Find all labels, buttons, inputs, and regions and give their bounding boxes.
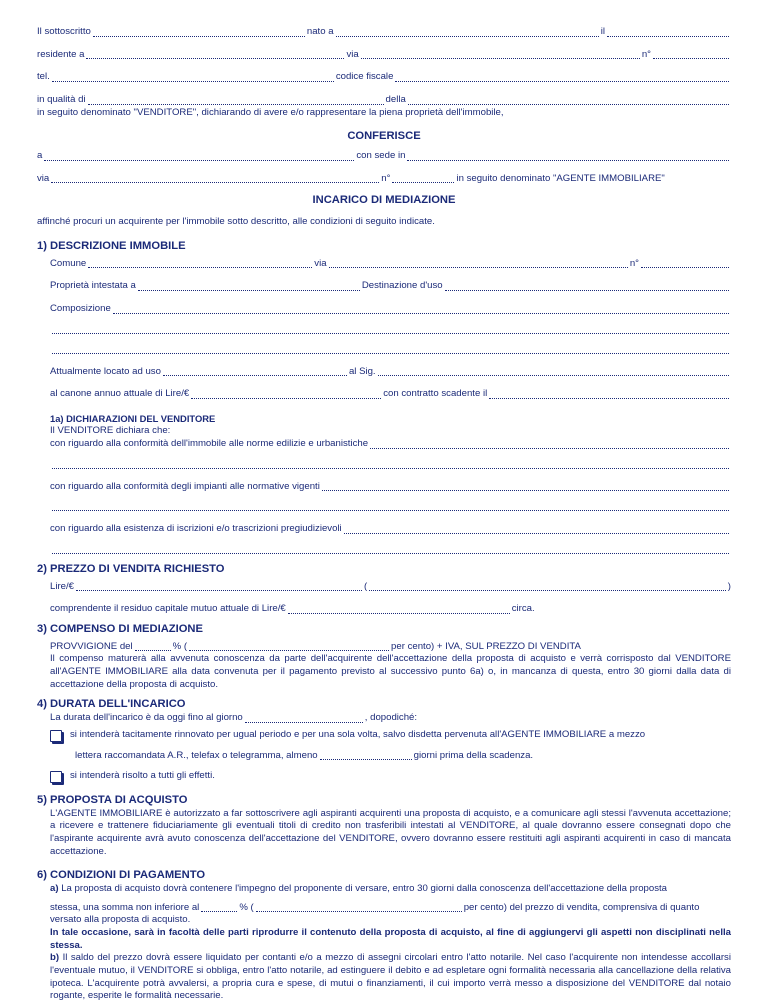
- field-agenzia[interactable]: [44, 153, 354, 161]
- row-composizione-2: [50, 326, 731, 336]
- row-locato: [50, 366, 731, 379]
- text-venditore: in seguito denominato "VENDITORE", dichiarando di avere e/o rappresentare la piena proprietà dell'immobile,: [37, 106, 504, 118]
- field-composizione-3[interactable]: [52, 346, 729, 354]
- row-mutuo: [50, 603, 731, 616]
- checkbox-rinnovo[interactable]: [50, 730, 62, 742]
- label-provvigione: PROVVIGIONE del: [50, 640, 133, 652]
- field-della[interactable]: [408, 97, 729, 105]
- field-durata[interactable]: [245, 715, 363, 723]
- label-comune: Comune: [50, 257, 87, 269]
- label-con-sede-in: con sede in: [356, 150, 406, 162]
- text-pagamento-b: [50, 952, 731, 1003]
- field-comune[interactable]: [88, 260, 312, 268]
- label-a-point: a): [50, 883, 59, 894]
- label-somma-pct-close: per cento) del prezzo di vendita, comprensiva di quanto: [463, 901, 700, 913]
- text-pagamento-a: [50, 883, 731, 896]
- field-canone[interactable]: [191, 391, 381, 399]
- label-al-sig: al Sig.: [348, 365, 376, 377]
- label-destinazione: Destinazione d'uso: [361, 280, 443, 292]
- heading-prezzo: 2) PREZZO DI VENDITA RICHIESTO: [37, 562, 225, 575]
- label-lire: Lire/€: [50, 580, 74, 592]
- field-contratto[interactable]: [489, 391, 729, 399]
- label-pct-close: per cento) + IVA, SUL PREZZO DI VENDITA: [391, 640, 581, 652]
- row-qualita: [37, 94, 731, 107]
- row-conf-edilizie-2: [50, 461, 731, 471]
- label-nato-a: nato a: [306, 26, 334, 37]
- row-iscrizioni: [50, 523, 731, 536]
- row-composizione: [50, 303, 731, 316]
- label-numero: n°: [641, 48, 651, 60]
- label-iscrizioni: con riguardo alla esistenza di iscrizioni e/o trascrizioni pregiudizievoli: [50, 523, 342, 535]
- field-data-nascita[interactable]: [607, 29, 729, 37]
- label-b-point: b): [50, 952, 60, 964]
- label-della: della: [385, 93, 406, 105]
- text-incarico-intro: affinché procuri un acquirente per l'immobile sotto descritto, alle condizioni di seguito indicate.: [37, 216, 435, 228]
- field-sede[interactable]: [407, 153, 729, 161]
- row-residente: [37, 49, 731, 62]
- label-a: a: [37, 150, 43, 162]
- field-conf-edilizie[interactable]: [370, 441, 729, 449]
- label-risolto: si intenderà risolto a tutti gli effetti.: [70, 770, 215, 782]
- checkbox-risolto[interactable]: [50, 771, 62, 783]
- field-sottoscritto[interactable]: [93, 29, 305, 37]
- field-codice-fiscale[interactable]: [395, 74, 729, 82]
- row-canone: [50, 388, 731, 401]
- field-tel[interactable]: [52, 74, 334, 82]
- label-sottoscritto: Il sottoscritto: [37, 26, 91, 37]
- label-canone: al canone annuo attuale di Lire/€: [50, 388, 190, 400]
- text-b: Il saldo del prezzo dovrà essere liquidato per contanti e/o a mezzo di assegni circolari entro l'atto notarile. Nel caso l'acquirente non intendesse accollarsi l'eventuale mutuo, il VENDITORE si obbliga, entro l'atto notarile, ad estinguere il debito e ad espletare ogni formalità necessaria alla cancellazione della relativa ipoteca. L'acquirente potrà avvalersi, a propria cura e spese, di mutui o finanziamenti, il cui importo verrà messo a disposizione del VENDITORE dal notaio rogante, esperite le formalità necessarie.: [50, 952, 731, 1002]
- text-proposta: L'AGENTE IMMOBILIARE è autorizzato a far sottoscrivere agli aspiranti acquirenti una proposta di acquisto, e a comunicare agli stessi l'avvenuta accettazione; a ricevere e trattenere fiduciariamente gli eventuali titoli di credito non trasferibili intestati al VENDITORE, al quale dovranno essere consegnati dopo che l'aspirante acquirente avrà avuto conoscenza dell'accettazione del VENDITORE, ovvero dovranno essere restituiti agli aspiranti acquirenti in caso di mancata accettazione.: [50, 807, 731, 857]
- field-provvigione-lettere[interactable]: [189, 643, 389, 651]
- field-immobile-via[interactable]: [329, 260, 628, 268]
- label-conf-edilizie: con riguardo alla conformità dell'immobile alle norme edilizie e urbanistiche: [50, 437, 369, 449]
- row-comune: [50, 258, 731, 271]
- row-tel: [37, 71, 731, 84]
- heading-descrizione-immobile: 1) DESCRIZIONE IMMOBILE: [37, 239, 186, 252]
- heading-durata: 4) DURATA DELL'INCARICO: [37, 698, 186, 711]
- field-composizione-2[interactable]: [52, 326, 729, 334]
- field-agenzia-numero[interactable]: [392, 175, 454, 183]
- row-iscrizioni-2: [50, 546, 731, 556]
- label-conf-impianti: con riguardo alla conformità degli impianti alle normative vigenti: [50, 480, 320, 492]
- text-versato: versato alla proposta di acquisto.: [50, 914, 191, 926]
- row-composizione-3: [50, 346, 731, 356]
- label-via: via: [346, 48, 359, 60]
- field-residente-a[interactable]: [86, 51, 344, 59]
- field-iscrizioni[interactable]: [344, 526, 729, 534]
- label-codice-fiscale: codice fiscale: [335, 71, 394, 83]
- label-proprieta: Proprietà intestata a: [50, 280, 136, 292]
- label-circa: circa.: [511, 603, 535, 615]
- field-al-sig[interactable]: [378, 368, 729, 376]
- field-numero[interactable]: [653, 51, 729, 59]
- field-nato-a[interactable]: [336, 29, 599, 37]
- field-destinazione[interactable]: [445, 283, 729, 291]
- paren-close: ): [727, 580, 731, 592]
- text-a: La proposta di acquisto dovrà contenere l'impegno del proponente di versare, entro 30 giorni dalla conoscenza dell'accettazione della proposta: [58, 883, 667, 894]
- row-agenzia: [37, 150, 731, 163]
- field-proprieta[interactable]: [138, 283, 360, 291]
- row-somma: [50, 902, 731, 915]
- field-iscrizioni-2[interactable]: [52, 546, 729, 554]
- row-conf-edilizie: [50, 438, 731, 451]
- label-in-qualita-di: in qualità di: [37, 93, 86, 105]
- row-durata: [50, 712, 731, 725]
- field-mutuo[interactable]: [288, 606, 510, 614]
- row-provvigione: [50, 641, 731, 654]
- field-giorni[interactable]: [320, 752, 412, 760]
- label-immobile-numero: n°: [629, 257, 639, 269]
- heading-compenso: 3) COMPENSO DI MEDIAZIONE: [37, 623, 203, 635]
- label-somma-pct-open: % (: [239, 901, 254, 913]
- field-immobile-numero[interactable]: [641, 260, 729, 268]
- field-provvigione-pct[interactable]: [135, 643, 171, 651]
- label-il: il: [600, 26, 605, 37]
- label-tel: tel.: [37, 71, 50, 83]
- field-conf-edilizie-2[interactable]: [52, 461, 729, 469]
- label-durata: La durata dell'incarico è da oggi fino al giorno: [50, 712, 243, 724]
- field-agenzia-via[interactable]: [51, 175, 379, 183]
- heading-proposta: 5) PROPOSTA DI ACQUISTO: [37, 793, 188, 806]
- row-agenzia-via: [37, 173, 731, 186]
- paren-open: (: [364, 580, 368, 592]
- field-composizione[interactable]: [113, 306, 729, 314]
- field-locato[interactable]: [163, 368, 347, 376]
- field-conf-impianti[interactable]: [322, 483, 729, 491]
- text-compenso: Il compenso maturerà alla avvenuta conoscenza da parte dell'acquirente dell'accettazione della proposta di acquisto e verrà corrisposto dal VENDITORE all'AGENTE IMMOBILIARE alla data convenuta per il pagamento previsto al successivo punto 6a) o, in mancanza di questa, entro 30 giorni dalla data di accettazione della proposta di acquisto.: [50, 653, 731, 690]
- row-sottoscritto: [37, 26, 731, 39]
- label-lettera: lettera raccomandata A.R., telefax o telegramma, almeno: [75, 749, 318, 761]
- field-qualita[interactable]: [88, 97, 384, 105]
- field-prezzo[interactable]: [76, 583, 362, 591]
- heading-pagamento: 6) CONDIZIONI DI PAGAMENTO: [37, 869, 206, 882]
- row-opt-rinnovo-2: [50, 750, 731, 763]
- field-conf-impianti-2[interactable]: [52, 503, 729, 511]
- text-facolta: In tale occasione, sarà in facoltà delle parti riprodurre il contenuto della proposta di acquisto, al fine di aggiungervi gli aspetti non disciplinati nella stessa.: [50, 926, 731, 951]
- label-locato: Attualmente locato ad uso: [50, 365, 161, 377]
- row-prezzo: [50, 581, 731, 594]
- label-residente-a: residente a: [37, 48, 85, 60]
- row-proprieta: [50, 280, 731, 293]
- text-agente: in seguito denominato "AGENTE IMMOBILIARE": [456, 172, 665, 184]
- label-giorni: giorni prima della scadenza.: [413, 749, 534, 761]
- label-agenzia-via: via: [37, 172, 50, 184]
- row-conf-impianti: [50, 481, 731, 494]
- heading-dichiarazioni: 1a) DICHIARAZIONI DEL VENDITORE: [50, 412, 216, 424]
- field-somma-pct[interactable]: [201, 904, 237, 912]
- heading-incarico: INCARICO DI MEDIAZIONE: [312, 194, 456, 207]
- label-contratto: con contratto scadente il: [383, 388, 488, 400]
- label-somma: stessa, una somma non inferiore al: [50, 901, 200, 913]
- label-pct-open: % (: [172, 640, 188, 652]
- row-opt-risolto: [50, 770, 731, 783]
- heading-conferisce: CONFERISCE: [347, 130, 421, 143]
- label-agenzia-numero: n°: [381, 172, 391, 184]
- row-conf-impianti-2: [50, 503, 731, 513]
- field-via[interactable]: [361, 51, 640, 59]
- label-composizione: Composizione: [50, 302, 111, 314]
- label-immobile-via: via: [314, 257, 327, 269]
- label-dopodiche: , dopodiché:: [364, 712, 418, 724]
- label-rinnovo: si intenderà tacitamente rinnovato per ugual periodo e per una sola volta, salvo disdetta pervenuta all'AGENTE IMMOBILIARE a mezzo: [70, 728, 646, 740]
- label-mutuo: comprendente il residuo capitale mutuo attuale di Lire/€: [50, 603, 286, 615]
- field-prezzo-lettere[interactable]: [369, 583, 726, 591]
- text-dichiara: Il VENDITORE dichiara che:: [50, 425, 171, 437]
- row-opt-rinnovo: [50, 729, 731, 742]
- field-somma-lettere[interactable]: [256, 904, 462, 912]
